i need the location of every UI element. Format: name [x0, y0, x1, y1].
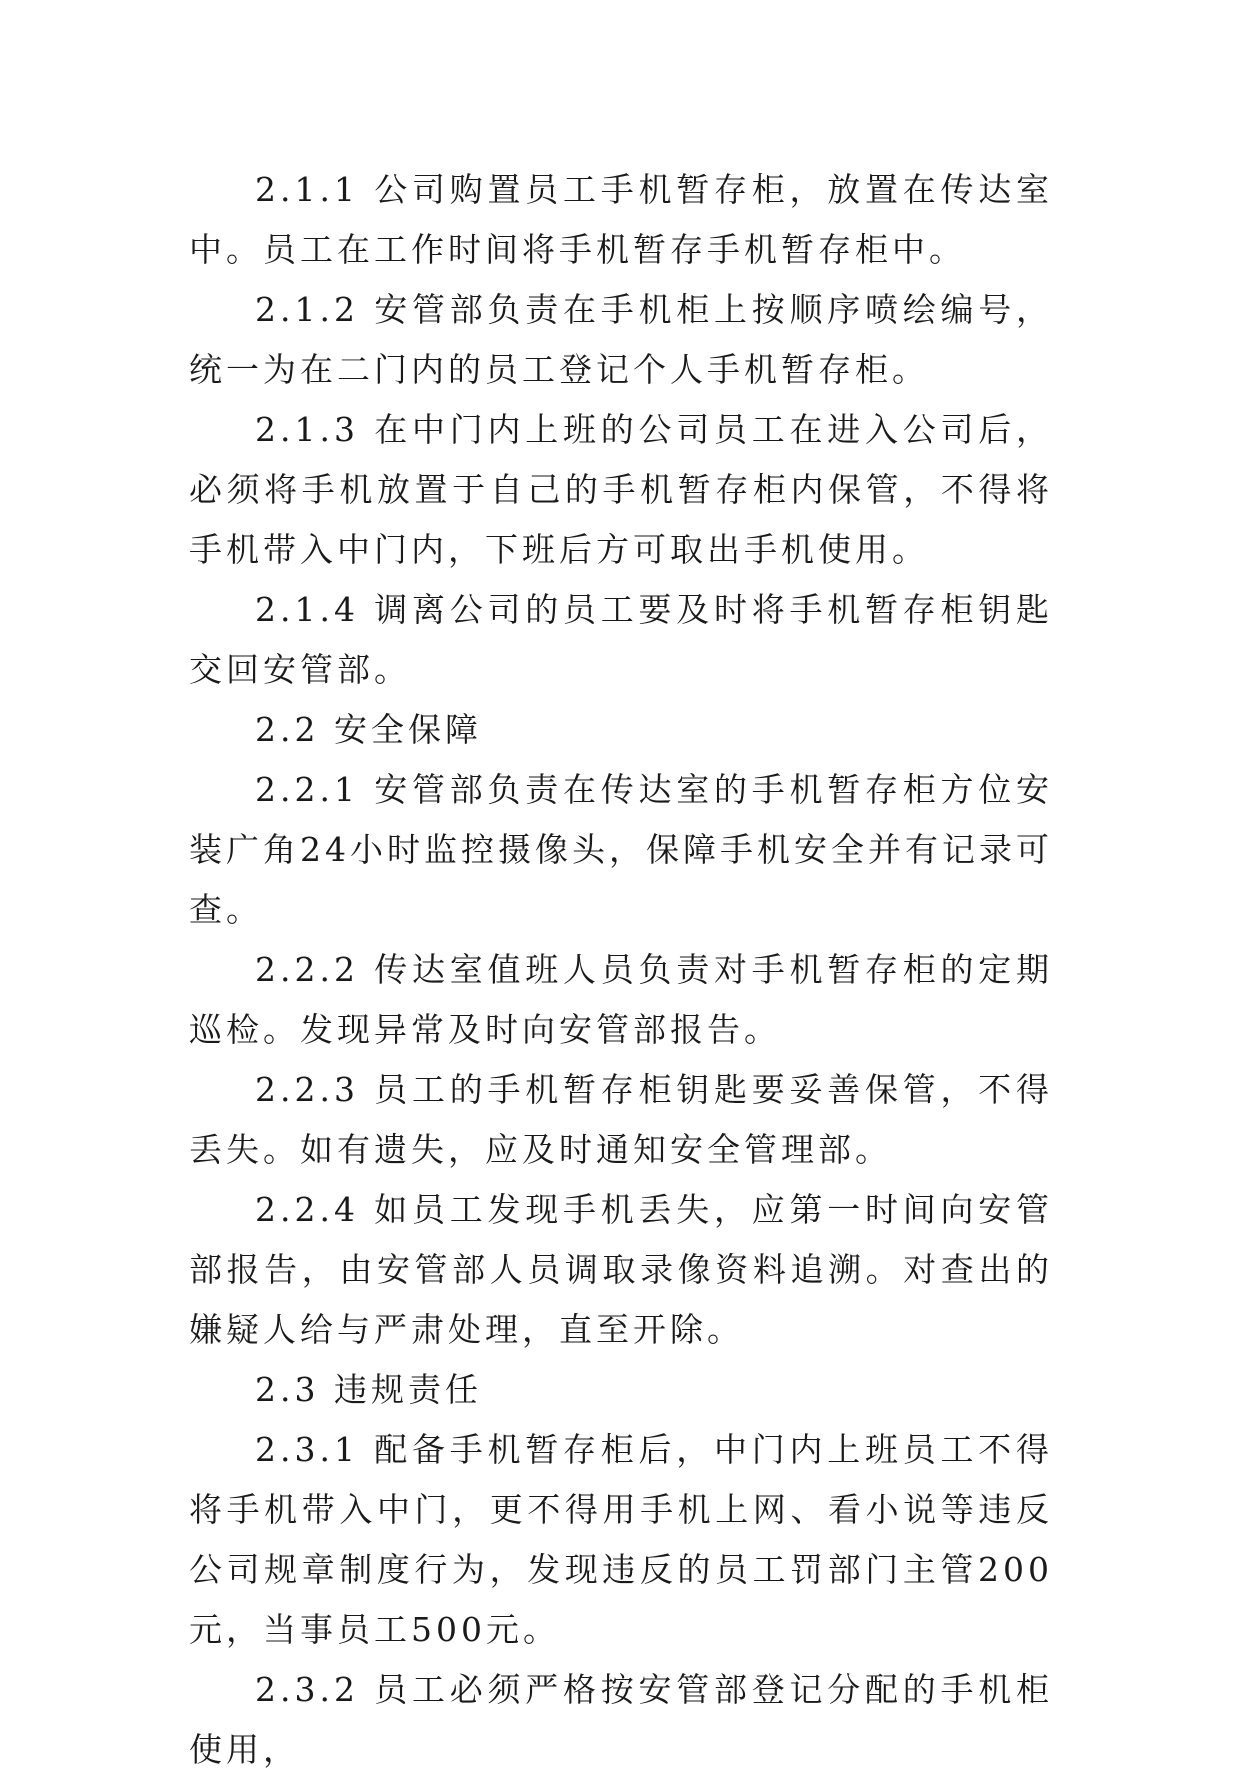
- paragraph-2-1-2: 2.1.2 安管部负责在手机柜上按顺序喷绘编号，统一为在二门内的员工登记个人手机暂存柜。: [189, 290, 1053, 389]
- paragraph-2-2-3: 2.2.3 员工的手机暂存柜钥匙要妥善保管，不得丢失。如有遗失，应及时通知安全管理部。: [189, 1070, 1053, 1169]
- document-body: [189, 160, 1053, 1780]
- paragraph-2-3-1: 2.3.1 配备手机暂存柜后，中门内上班员工不得将手机带入中门，更不得用手机上网、看小说等违反公司规章制度行为，发现违反的员工罚部门主管200元，当事员工500元。: [189, 1430, 1053, 1649]
- paragraph-2-1-1: 2.1.1 公司购置员工手机暂存柜，放置在传达室中。员工在工作时间将手机暂存手机暂存柜中。: [189, 170, 1053, 269]
- paragraph-2-2-1: 2.2.1 安管部负责在传达室的手机暂存柜方位安装广角24小时监控摄像头，保障手机安全并有记录可查。: [189, 770, 1053, 929]
- paragraph-2-2-4: 2.2.4 如员工发现手机丢失，应第一时间向安管部报告，由安管部人员调取录像资料追溯。对查出的嫌疑人给与严肃处理，直至开除。: [189, 1190, 1053, 1349]
- section-heading-2-2: 2.2 安全保障: [255, 710, 482, 749]
- paragraph-2-1-4: 2.1.4 调离公司的员工要及时将手机暂存柜钥匙交回安管部。: [189, 590, 1053, 689]
- paragraph-2-3-2: 2.3.2 员工必须严格按安管部登记分配的手机柜使用，: [189, 1670, 1053, 1769]
- paragraph-2-1-3: 2.1.3 在中门内上班的公司员工在进入公司后，必须将手机放置于自己的手机暂存柜内保管，不得将手机带入中门内，下班后方可取出手机使用。: [189, 410, 1053, 569]
- paragraph-2-2-2: 2.2.2 传达室值班人员负责对手机暂存柜的定期巡检。发现异常及时向安管部报告。: [189, 950, 1053, 1049]
- section-heading-2-3: 2.3 违规责任: [255, 1370, 482, 1409]
